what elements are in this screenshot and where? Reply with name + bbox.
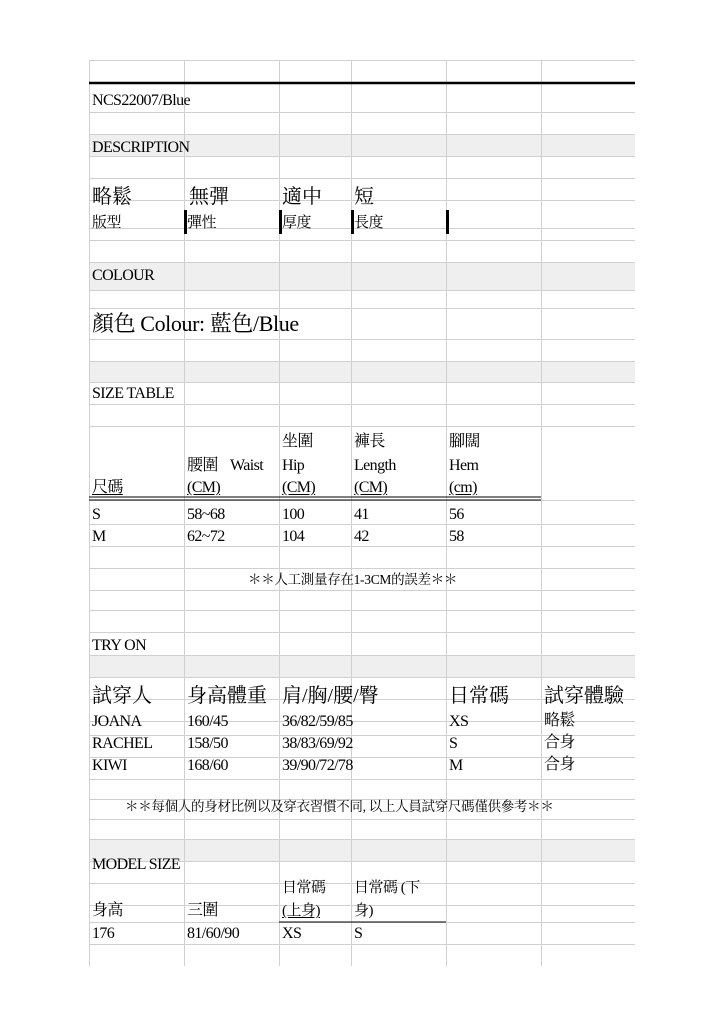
- size-header: 尺碼: [92, 479, 123, 496]
- fit-label-thickness: 厚度: [282, 215, 312, 231]
- fit-value-thickness: 適中: [282, 186, 322, 208]
- tryon-header-person: 試穿人: [92, 685, 152, 707]
- size-row-s-length: 41: [354, 506, 369, 523]
- section-model-size: MODEL SIZE: [92, 856, 181, 873]
- hip-header-en: Hip: [282, 457, 305, 474]
- model-value-height: 176: [92, 925, 115, 942]
- section-try-on: TRY ON: [92, 637, 147, 654]
- length-header-unit: (CM): [354, 479, 388, 496]
- tryon-row-kiwi-fit: 合身: [544, 756, 575, 773]
- tryon-row-joana-size: XS: [449, 713, 469, 730]
- size-row-m-size: M: [92, 528, 106, 545]
- measurement-note: ＊＊人工測量存在1-3CM的誤差＊＊: [248, 572, 458, 587]
- section-description: DESCRIPTION: [92, 139, 190, 156]
- model-header-top-1: 日常碼: [282, 880, 326, 896]
- model-header-bottom-2: 身): [354, 903, 373, 919]
- tryon-row-kiwi-size: M: [449, 757, 463, 774]
- tryon-row-joana-name: JOANA: [92, 713, 142, 730]
- model-header-bwh: 三圍: [187, 902, 218, 919]
- section-band: [89, 361, 635, 382]
- hem-header-unit: (cm): [449, 479, 477, 496]
- hem-header-en: Hem: [449, 457, 479, 474]
- fit-value-length: 短: [354, 186, 374, 208]
- tryon-note: ＊＊每個人的身材比例以及穿衣習慣不同, 以上人員試穿尺碼僅供參考＊＊: [125, 799, 554, 814]
- size-row-s-waist: 58~68: [187, 506, 225, 523]
- model-header-height: 身高: [92, 902, 123, 919]
- tryon-row-rachel-size: S: [449, 735, 458, 752]
- section-colour: COLOUR: [92, 267, 155, 284]
- waist-header-zh: 腰圍: [187, 457, 218, 474]
- size-row-m-length: 42: [354, 528, 369, 545]
- size-row-s-size: S: [92, 506, 101, 523]
- tryon-row-joana-hw: 160/45: [187, 713, 228, 730]
- fit-label-cut: 版型: [92, 215, 122, 231]
- waist-header-unit: (CM): [187, 479, 221, 496]
- spreadsheet-sheet: [89, 60, 635, 966]
- product-code: NCS22007/Blue: [92, 92, 190, 109]
- tryon-row-rachel-measure: 38/83/69/92: [282, 735, 353, 752]
- tryon-row-rachel-hw: 158/50: [187, 735, 228, 752]
- tryon-row-kiwi-hw: 168/60: [187, 757, 228, 774]
- length-header-zh: 褲長: [354, 433, 385, 450]
- hem-header-zh: 腳闊: [449, 433, 480, 450]
- size-row-m-hem: 58: [449, 528, 464, 545]
- tryon-header-usual-size: 日常碼: [449, 685, 509, 707]
- tryon-header-experience: 試穿體驗: [544, 685, 624, 707]
- length-header-en: Length: [354, 457, 396, 474]
- waist-header-en: Waist: [230, 457, 264, 474]
- size-row-m-waist: 62~72: [187, 528, 225, 545]
- section-band: [89, 655, 635, 677]
- tryon-row-joana-measure: 36/82/59/85: [282, 713, 353, 730]
- tryon-row-rachel-fit: 合身: [544, 734, 575, 751]
- hip-header-zh: 坐圍: [282, 433, 313, 450]
- section-size-table: SIZE TABLE: [92, 385, 174, 402]
- size-row-m-hip: 104: [282, 528, 305, 545]
- fit-value-stretch: 無彈: [189, 186, 229, 208]
- fit-label-stretch: 彈性: [187, 215, 217, 231]
- model-header-top-2: (上身): [282, 903, 320, 919]
- model-header-bottom-1: 日常碼 (下: [354, 880, 420, 896]
- tryon-row-kiwi-name: KIWI: [92, 757, 127, 774]
- model-value-top: XS: [282, 925, 302, 942]
- model-value-bwh: 81/60/90: [187, 925, 240, 942]
- hip-header-unit: (CM): [282, 479, 316, 496]
- tryon-header-measurements: 肩/胸/腰/臀: [282, 685, 379, 707]
- size-row-s-hip: 100: [282, 506, 305, 523]
- tryon-row-rachel-name: RACHEL: [92, 735, 153, 752]
- tryon-row-joana-fit: 略鬆: [544, 712, 575, 729]
- size-row-s-hem: 56: [449, 506, 464, 523]
- fit-value-cut: 略鬆: [92, 186, 132, 208]
- section-band: [89, 262, 635, 290]
- tryon-header-height-weight: 身高體重: [187, 685, 267, 707]
- colour-line: 顏色 Colour: 藍色/Blue: [92, 311, 299, 336]
- model-value-bottom: S: [354, 925, 363, 942]
- fit-label-length: 長度: [354, 215, 384, 231]
- tryon-row-kiwi-measure: 39/90/72/78: [282, 757, 353, 774]
